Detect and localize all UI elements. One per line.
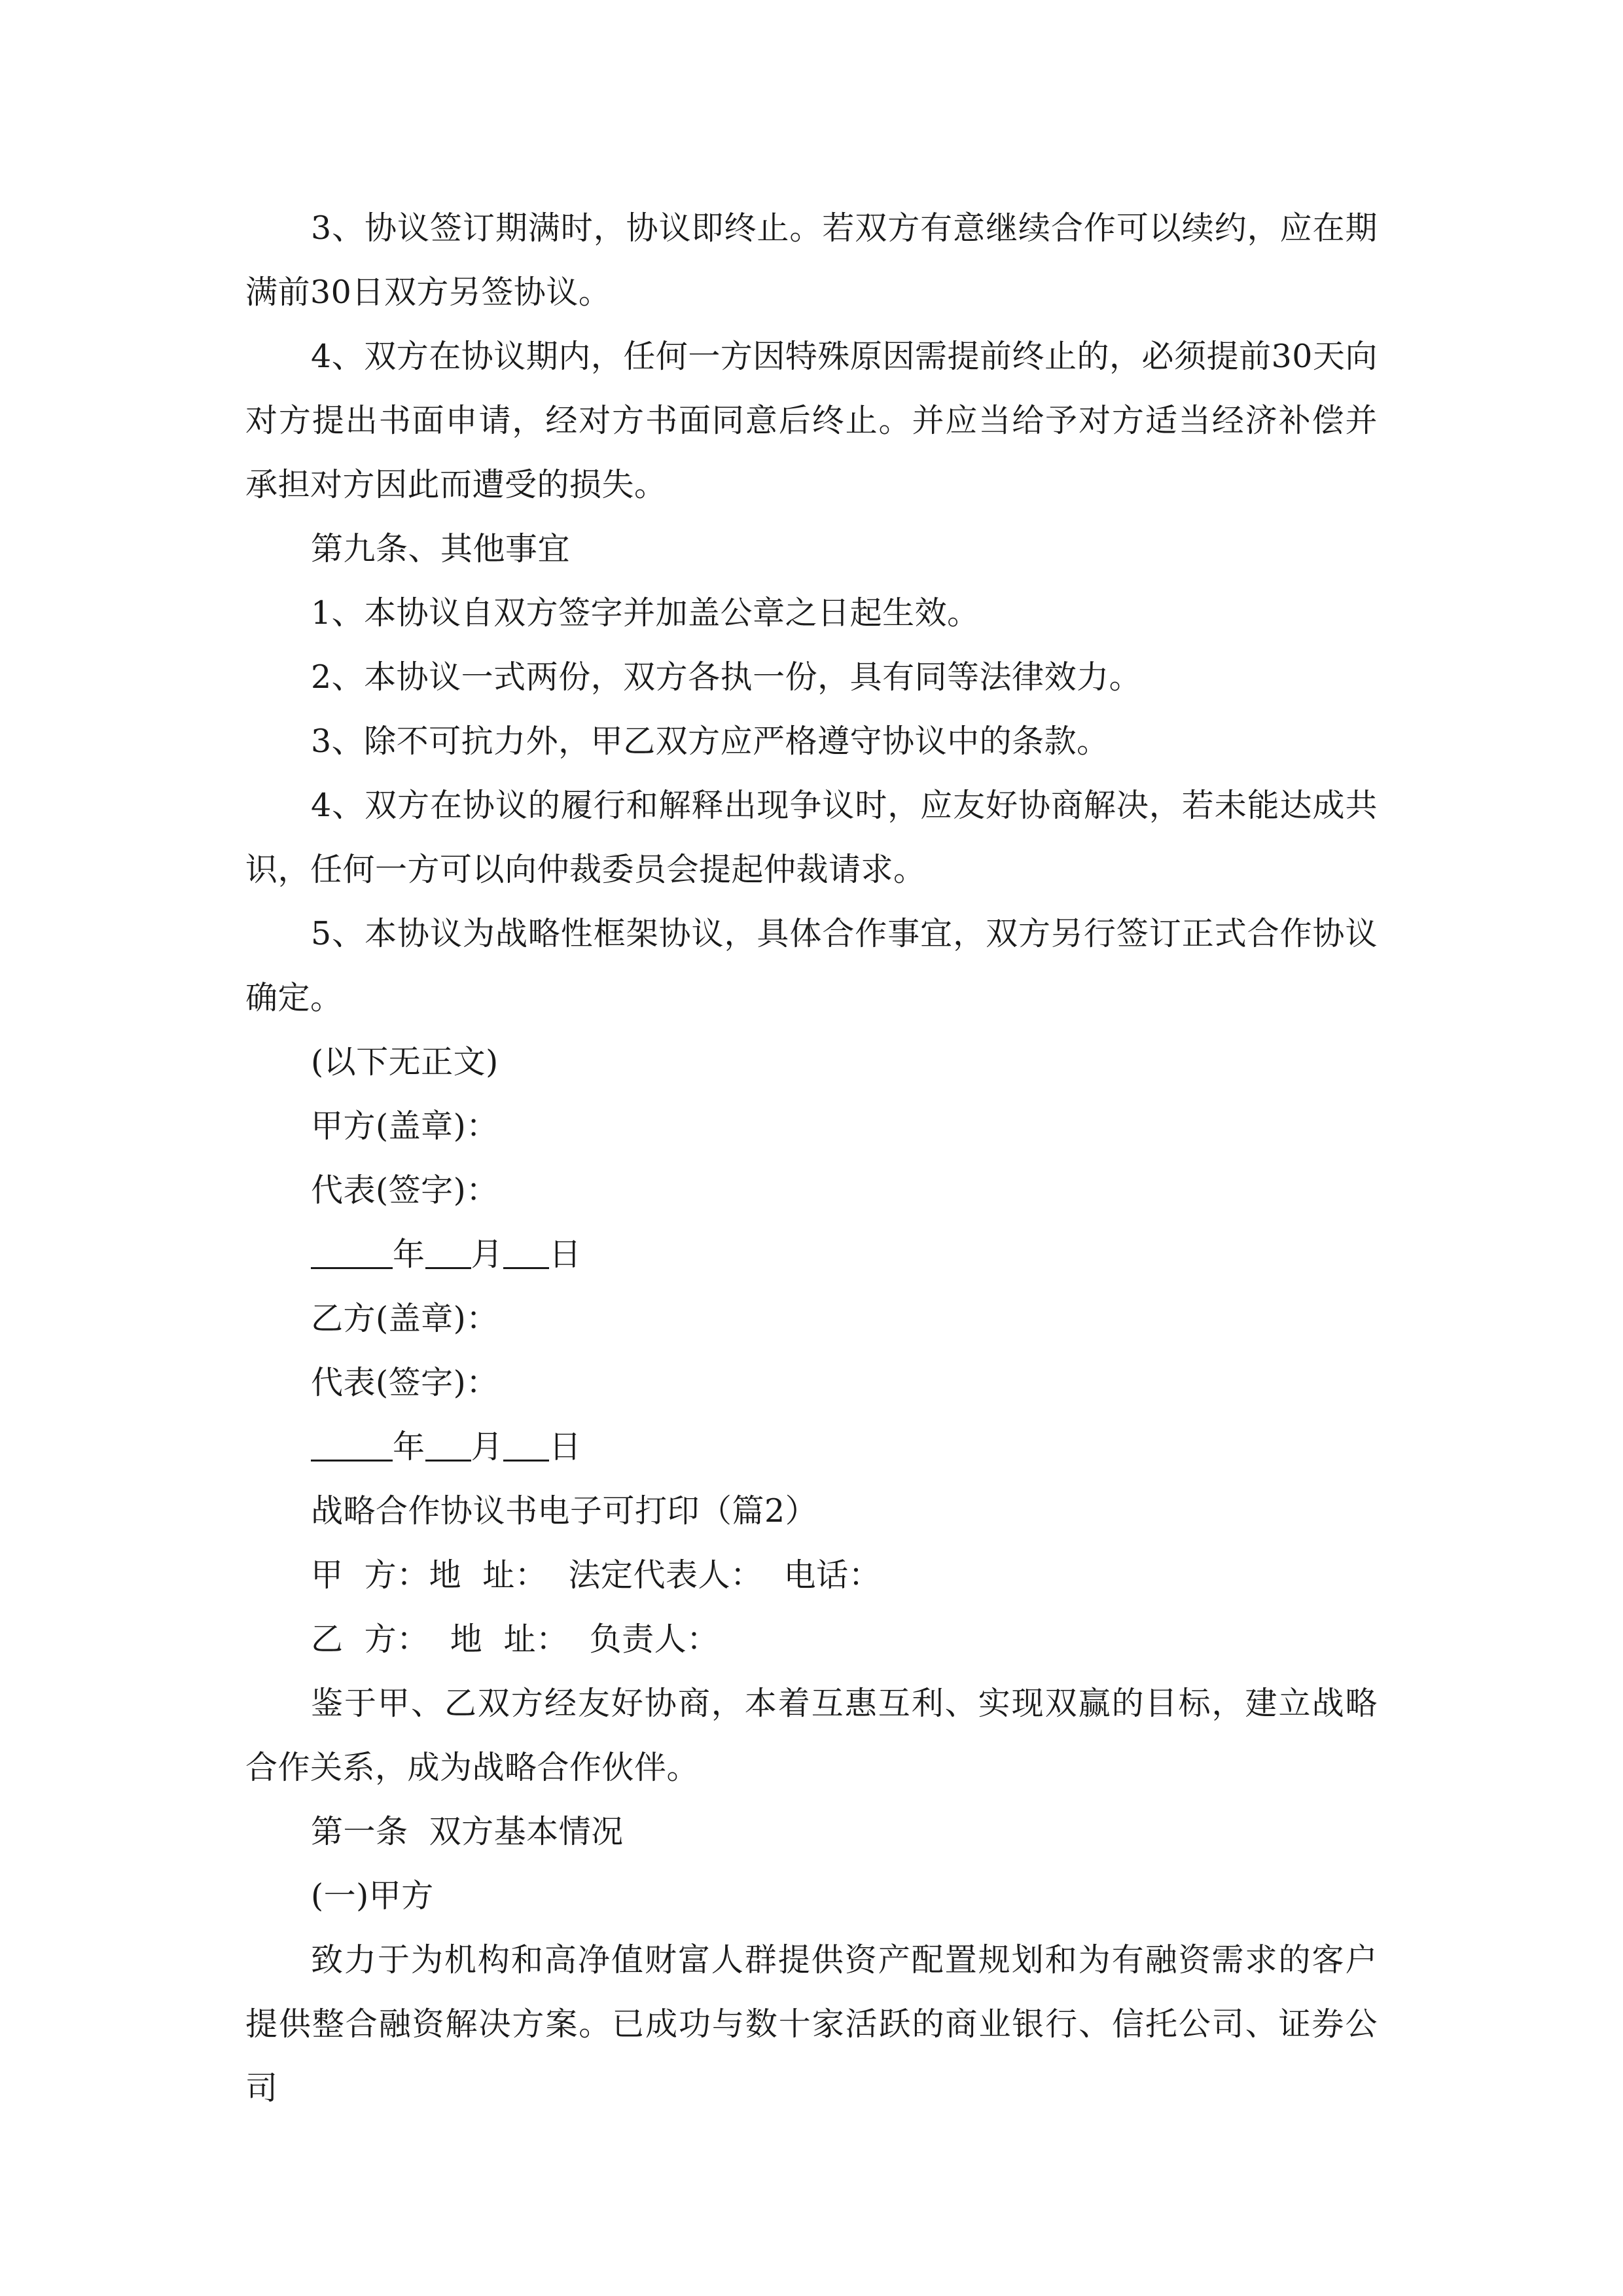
year-label: 年 xyxy=(393,1428,425,1465)
party-a-section-heading: (一)甲方 xyxy=(311,1877,434,1914)
preamble: 鉴于甲、乙双方经友好协商，本着互惠互利、实现双赢的目标，建立战略合作关系，成为战略合作伙伴。 xyxy=(245,1685,1378,1786)
party-b-date-line xyxy=(245,1415,1378,1479)
document-2-title: 战略合作协议书电子可打印（篇2） xyxy=(311,1492,818,1530)
article-9-heading: 第九条、其他事宜 xyxy=(311,530,571,567)
clause-framework: 5、本协议为战略性框架协议，具体合作事宜，双方另行签订正式合作协议确定。 xyxy=(245,915,1378,1016)
clause-effective-date: 1、本协议自双方签字并加盖公章之日起生效。 xyxy=(311,594,980,632)
clause-force-majeure: 3、除不可抗力外，甲乙双方应严格遵守协议中的条款。 xyxy=(311,723,1109,760)
document-body xyxy=(245,196,1378,2121)
clause-3-expiry: 3、协议签订期满时，协议即终止。若双方有意继续合作可以续约，应在期满前30日双方另签协议。 xyxy=(245,209,1378,311)
party-b-seal-label: 乙方(盖章)： xyxy=(311,1300,499,1337)
month-blank xyxy=(425,1234,471,1269)
day-label: 日 xyxy=(549,1428,582,1465)
party-b-info-line: 乙 方： 地 址： 负责人： xyxy=(311,1621,719,1658)
clause-copies: 2、本协议一式两份，双方各执一份，具有同等法律效力。 xyxy=(311,658,1142,696)
party-a-signature-label: 代表(签字)： xyxy=(311,1172,499,1209)
month-blank xyxy=(425,1427,471,1462)
party-a-seal-label: 甲方(盖章)： xyxy=(311,1107,499,1145)
no-further-text: (以下无正文) xyxy=(311,1043,499,1081)
year-label: 年 xyxy=(393,1236,425,1273)
day-blank xyxy=(503,1427,549,1462)
month-label: 月 xyxy=(471,1236,504,1273)
article-1-heading: 第一条 双方基本情况 xyxy=(311,1813,624,1850)
party-b-signature-label: 代表(签字)： xyxy=(311,1364,499,1401)
year-blank xyxy=(311,1234,393,1269)
party-a-info-line: 甲 方：地 址： 法定代表人： 电话： xyxy=(311,1556,882,1594)
day-blank xyxy=(503,1234,549,1269)
clause-dispute: 4、双方在协议的履行和解释出现争议时，应友好协商解决，若未能达成共识，任何一方可以向仲裁委员会提起仲裁请求。 xyxy=(245,787,1378,888)
day-label: 日 xyxy=(549,1236,582,1273)
party-a-date-line xyxy=(245,1223,1378,1287)
clause-4-termination: 4、双方在协议期内，任何一方因特殊原因需提前终止的，必须提前30天向对方提出书面申请，经对方书面同意后终止。并应当给予对方适当经济补偿并承担对方因此而遭受的损失。 xyxy=(245,338,1378,503)
month-label: 月 xyxy=(471,1428,504,1465)
party-a-description: 致力于为机构和高净值财富人群提供资产配置规划和为有融资需求的客户提供整合融资解决方案。已成功与数十家活跃的商业银行、信托公司、证券公司 xyxy=(245,1941,1378,2107)
year-blank xyxy=(311,1427,393,1462)
